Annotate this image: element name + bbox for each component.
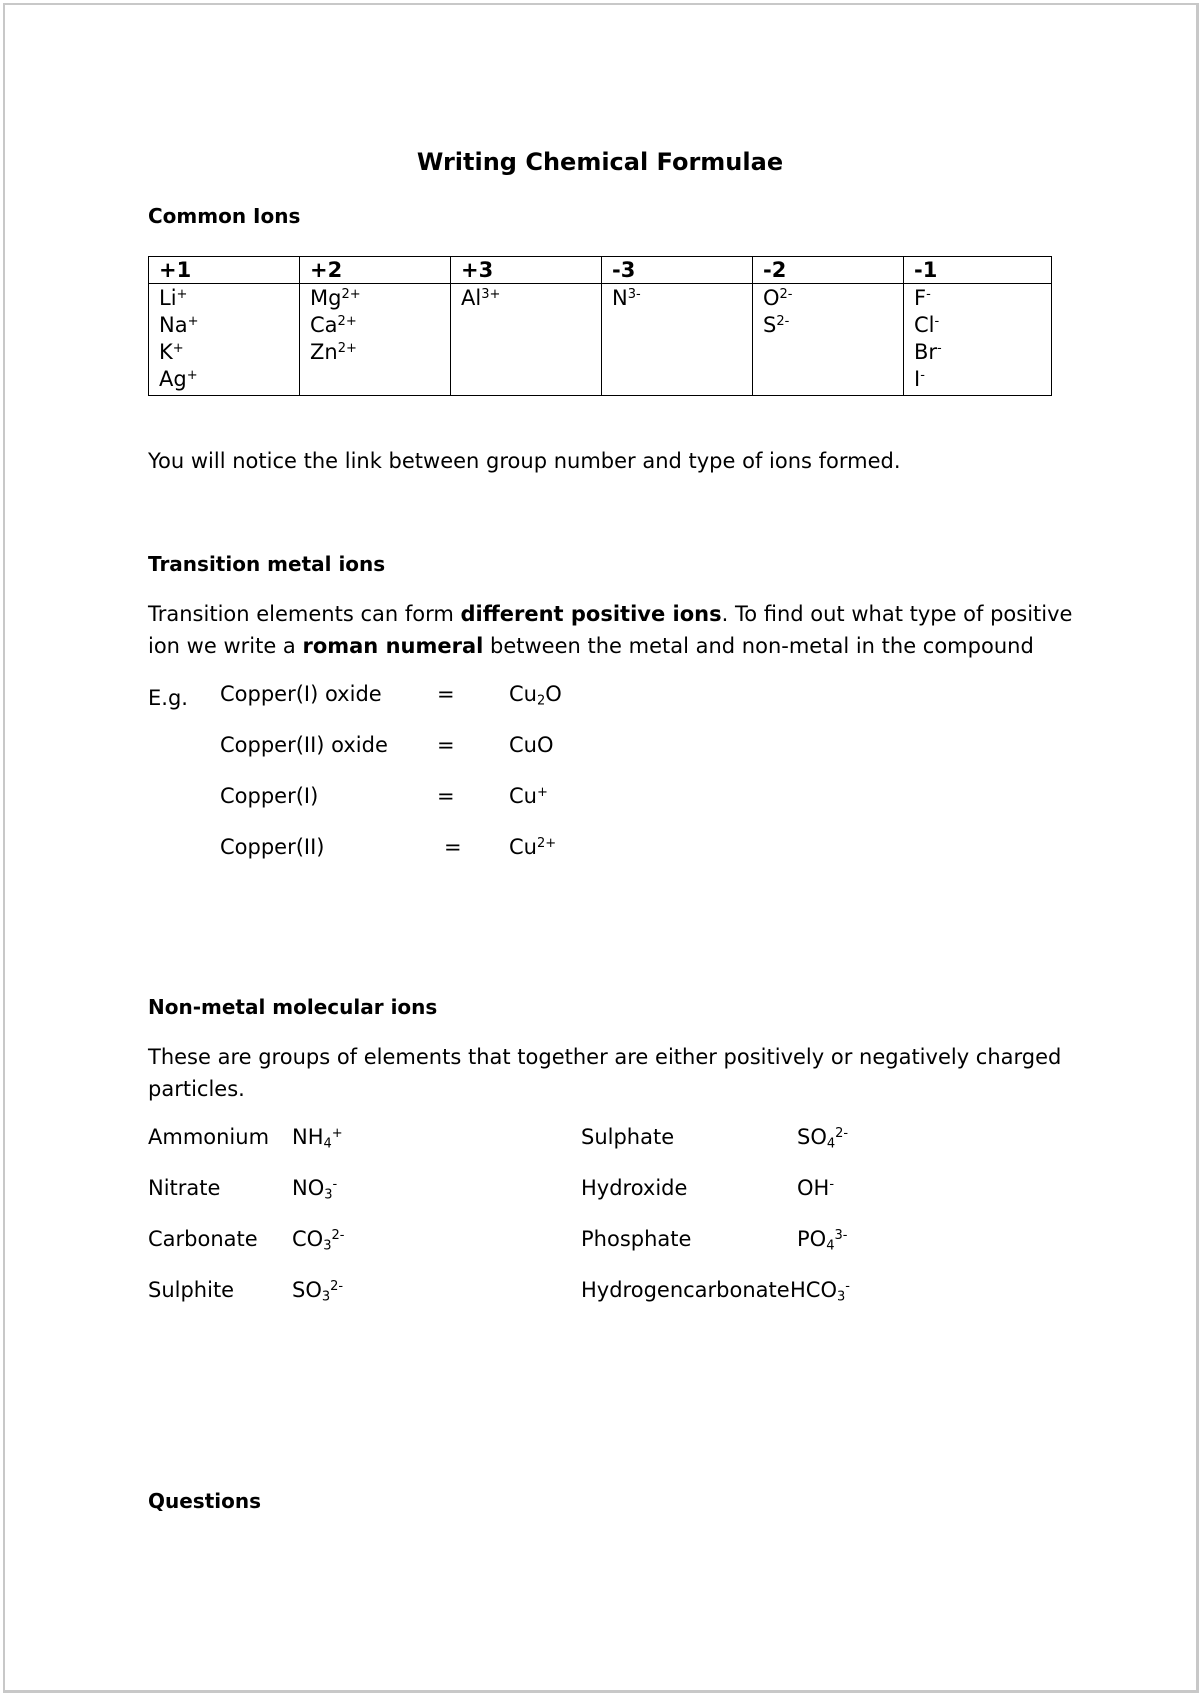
equals-sign: =	[444, 835, 462, 859]
subscript: 4	[323, 1136, 332, 1152]
charge-superscript: -	[934, 313, 940, 329]
charge-superscript: -	[937, 340, 942, 356]
charge-superscript: 3-	[627, 286, 641, 302]
formula: $Cu^{2+}$	[509, 835, 557, 859]
charge-superscript: 3-	[834, 1227, 848, 1243]
group-note: You will notice the link between group number and type of ions formed.	[148, 449, 901, 473]
ion-symbol: $Mg^{2+}$	[310, 286, 361, 310]
header-plus2: +2	[300, 257, 451, 284]
transition-paragraph-line2	[148, 630, 1034, 662]
compound-name: Copper(I) oxide	[220, 682, 382, 706]
heading-common-ions: Common Ions	[148, 204, 301, 228]
heading-questions: Questions	[148, 1489, 262, 1513]
charge-superscript: -	[845, 1278, 850, 1294]
charge-superscript: 2+	[337, 340, 357, 356]
ion-formula: $SO_3^{2-}$	[292, 1278, 344, 1305]
molecular-paragraph-line2: particles.	[148, 1077, 245, 1101]
ion-symbol: Br-	[914, 340, 942, 364]
page-title: Writing Chemical Formulae	[416, 148, 784, 176]
ion-name: Sulphate	[581, 1125, 675, 1149]
formula: CuO	[509, 733, 554, 757]
charge-superscript: 2-	[835, 1125, 849, 1141]
charge-superscript: +	[331, 1125, 343, 1141]
header-minus1: -1	[904, 257, 1052, 284]
table-header-row	[149, 257, 1052, 284]
equals-sign: =	[437, 784, 455, 808]
ion-symbol: $N^{3-}$	[612, 286, 641, 310]
common-ions-table	[148, 256, 1052, 396]
ion-formula: $CO_3^{2-}$	[292, 1227, 345, 1254]
heading-transition-metal-ions: Transition metal ions	[148, 552, 386, 576]
table-row	[149, 284, 1052, 396]
charge-superscript: -	[920, 367, 925, 383]
ion-symbol: $O^{2-}$	[763, 286, 793, 310]
ion-formula: OH-	[797, 1176, 835, 1200]
eg-label: E.g.	[148, 686, 188, 710]
ion-symbol: $S^{2-}$	[763, 313, 790, 337]
header-plus1: +1	[149, 257, 300, 284]
charge-superscript: 2-	[330, 1278, 344, 1294]
transition-paragraph-line1	[148, 598, 1072, 630]
molecular-paragraph-line1: These are groups of elements that together are either positively or negatively charged	[148, 1045, 1062, 1069]
header-minus2: -2	[753, 257, 904, 284]
charge-superscript: +	[176, 286, 188, 302]
ion-symbol: Ag+	[159, 367, 198, 391]
charge-superscript: 2-	[779, 286, 793, 302]
charge-superscript: 3+	[481, 286, 501, 302]
text: ion we write a	[148, 634, 303, 658]
subscript: 4	[826, 1136, 836, 1152]
ion-symbol: $Al^{3+}$	[461, 286, 501, 310]
ion-formula: $NH_4^+$	[292, 1125, 343, 1152]
ion-name: Phosphate	[581, 1227, 692, 1251]
ion-symbol: K+	[159, 340, 184, 364]
ion-name: Hydrogencarbonate	[581, 1278, 790, 1302]
ion-symbol: $Ca^{2+}$	[310, 313, 357, 337]
bold-text: different positive ions	[460, 602, 722, 626]
equals-sign: =	[437, 682, 455, 706]
ions-col-minus3	[602, 284, 753, 396]
ion-symbol: $Zn^{2+}$	[310, 340, 357, 364]
ion-symbol: I-	[914, 367, 925, 391]
compound-name: Copper(I)	[220, 784, 319, 808]
compound-name: Copper(II)	[220, 835, 325, 859]
subscript: 4	[826, 1238, 835, 1254]
charge-superscript: -	[926, 286, 931, 302]
charge-superscript: +	[186, 367, 198, 383]
ion-name: Carbonate	[148, 1227, 258, 1251]
ions-col-plus3	[451, 284, 602, 396]
compound-name: Copper(II) oxide	[220, 733, 388, 757]
charge-superscript: 2-	[776, 313, 790, 329]
header-minus3: -3	[602, 257, 753, 284]
subscript: 2	[536, 693, 546, 709]
ion-name: Sulphite	[148, 1278, 235, 1302]
charge-superscript: 2-	[331, 1227, 345, 1243]
text: . To find out what type of positive	[721, 602, 1073, 626]
bold-text: roman numeral	[302, 634, 484, 658]
subscript: 3	[324, 1187, 333, 1203]
ion-name: Ammonium	[148, 1125, 270, 1149]
subscript: 3	[323, 1238, 332, 1254]
charge-superscript: 2+	[536, 835, 557, 851]
ions-col-minus2	[753, 284, 904, 396]
ion-name: Hydroxide	[581, 1176, 688, 1200]
ion-formula: $NO_3^-$	[292, 1176, 338, 1203]
formula: $Cu_2O$	[509, 682, 562, 709]
ion-symbol: Cl-	[914, 313, 940, 337]
subscript: 3	[836, 1289, 846, 1305]
text: between the metal and non-metal in the compound	[483, 634, 1034, 658]
charge-superscript: +	[536, 784, 548, 800]
formula: Cu+	[509, 784, 548, 808]
ion-formula: $HCO_3^-$	[790, 1278, 850, 1305]
charge-superscript: +	[187, 313, 199, 329]
ion-symbol: Na+	[159, 313, 199, 337]
charge-superscript: +	[172, 340, 184, 356]
ion-symbol: F-	[914, 286, 931, 310]
ions-col-plus2	[300, 284, 451, 396]
text: Transition elements can form	[148, 602, 461, 626]
ion-name: Nitrate	[148, 1176, 221, 1200]
charge-superscript: -	[332, 1176, 338, 1192]
ion-symbol: Li+	[159, 286, 188, 310]
equals-sign: =	[437, 733, 455, 757]
charge-superscript: 2+	[341, 286, 361, 302]
charge-superscript: -	[829, 1176, 835, 1192]
ions-col-plus1	[149, 284, 300, 396]
heading-molecular-ions: Non-metal molecular ions	[148, 995, 438, 1019]
ion-formula: $SO_4^{2-}$	[797, 1125, 849, 1152]
ion-formula: $PO_4^{3-}$	[797, 1227, 848, 1254]
charge-superscript: 2+	[337, 313, 357, 329]
header-plus3: +3	[451, 257, 602, 284]
ions-col-minus1	[904, 284, 1052, 396]
subscript: 3	[321, 1289, 331, 1305]
